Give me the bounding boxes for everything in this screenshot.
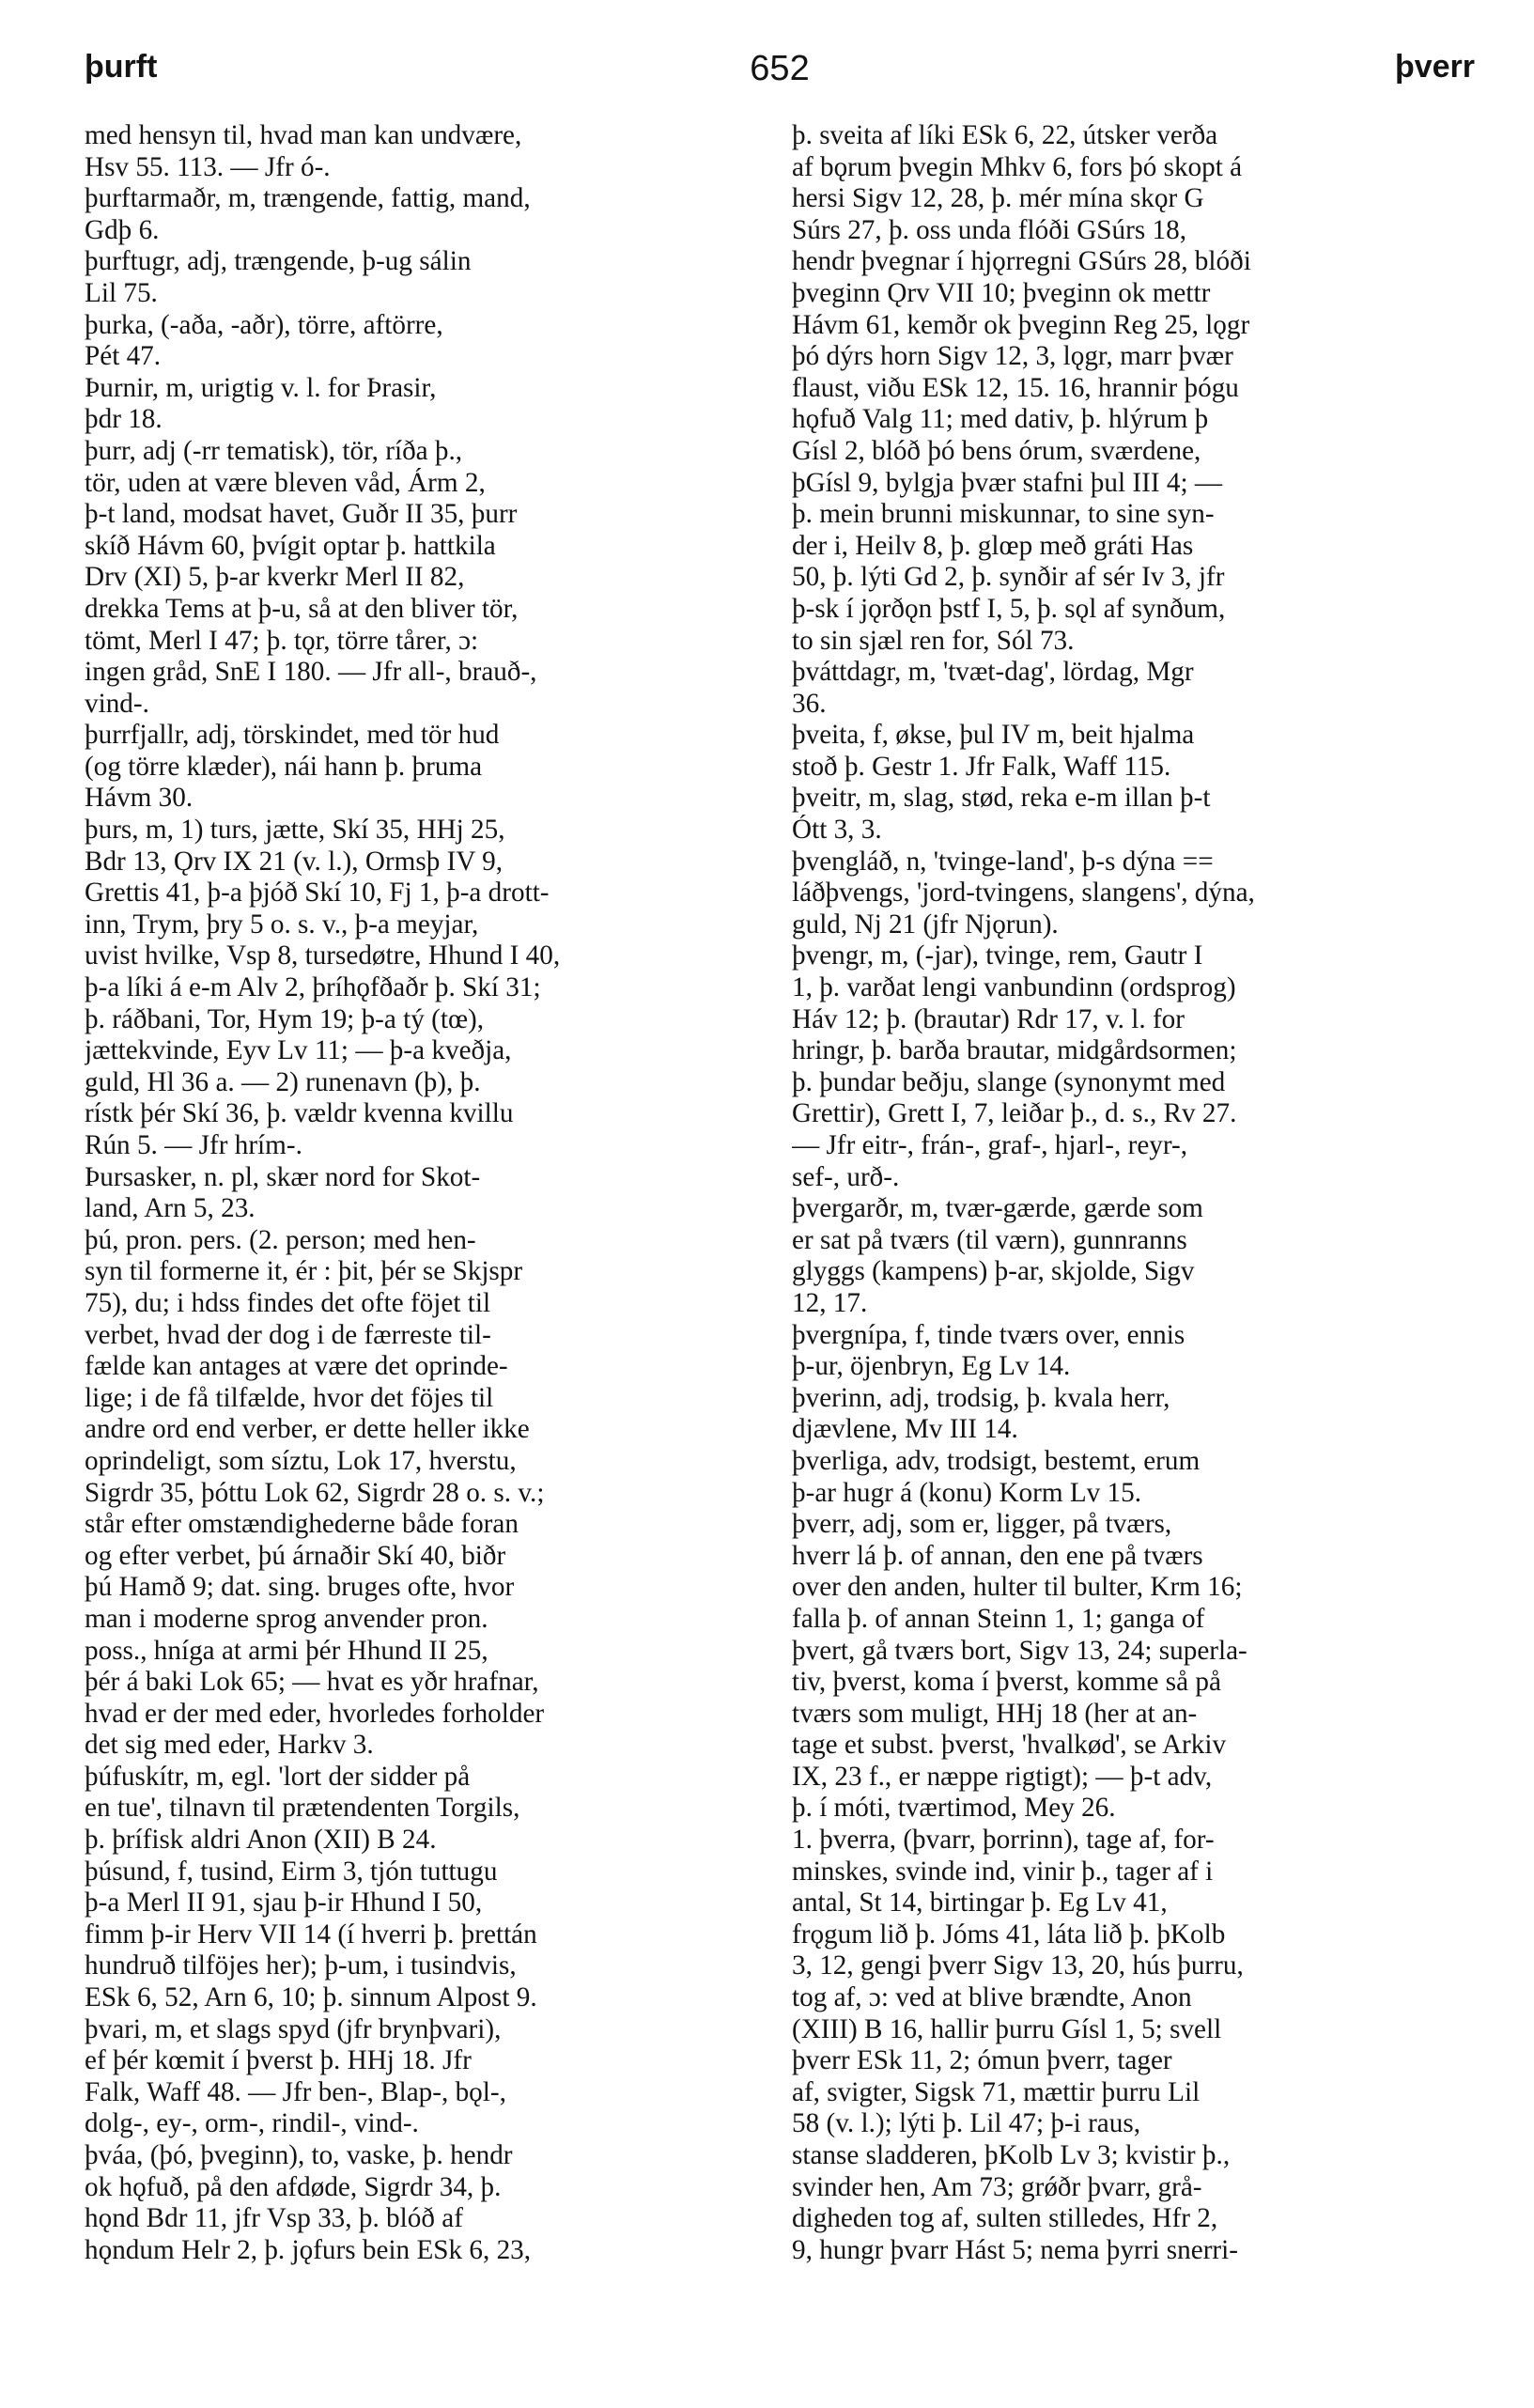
dictionary-line: sef-, urð-. [792, 1161, 900, 1192]
dictionary-line: þveitr, m, slag, stød, reka e-m illan þ-t [792, 783, 1211, 814]
dictionary-line: Þurnir, m, urigtig v. l. for Þrasir, [85, 372, 437, 403]
dictionary-line: rístk þér Skí 36, þ. vældr kvenna kvillu [85, 1098, 514, 1129]
dictionary-line: fælde kan antages at være det oprinde- [85, 1351, 508, 1382]
dictionary-line: digheden tog af, sulten stilledes, Hfr 2, [792, 2203, 1218, 2234]
dictionary-line: — Jfr eitr-, frán-, graf-, hjarl-, reyr-, [792, 1130, 1188, 1160]
dictionary-line: med hensyn til, hvad man kan undvære, [85, 120, 522, 150]
dictionary-line: hǫnd Bdr 11, jfr Vsp 33, þ. blóð af [85, 2203, 463, 2234]
dictionary-line: hringr, þ. barða brautar, midgårdsormen; [792, 1035, 1237, 1066]
dictionary-line: der i, Heilv 8, þ. glœp með gráti Has [792, 530, 1194, 561]
dictionary-line: þvert, gå tværs bort, Sigv 13, 24; superla- [792, 1635, 1247, 1666]
dictionary-line: hǫndum Helr 2, þ. jǫfurs bein ESk 6, 23, [85, 2234, 532, 2265]
dictionary-line: jættekvinde, Eyv Lv 11; — þ-a kveðja, [85, 1035, 512, 1066]
dictionary-line: oprindeligt, som síztu, Lok 17, hverstu, [85, 1445, 517, 1476]
dictionary-line: lige; i de få tilfælde, hvor det föjes til [85, 1382, 494, 1413]
dictionary-line: tiv, þverst, koma í þverst, komme så på [792, 1667, 1221, 1698]
dictionary-line: og efter verbet, þú árnaðir Skí 40, biðr [85, 1540, 506, 1571]
dictionary-line: glyggs (kampens) þ-ar, skjolde, Sigv [792, 1256, 1195, 1287]
dictionary-line: 75), du; i hdss findes det ofte föjet til [85, 1287, 491, 1318]
dictionary-line: 58 (v. l.); lýti þ. Lil 47; þ-i raus, [792, 2108, 1141, 2139]
dictionary-line: andre ord end verber, er dette heller ikke [85, 1414, 530, 1445]
dictionary-line: Hávm 30. [85, 783, 194, 814]
dictionary-line: stoð þ. Gestr 1. Jfr Falk, Waff 115. [792, 751, 1171, 782]
dictionary-line: þ. sveita af líki ESk 6, 22, útsker verða [792, 120, 1218, 150]
dictionary-line: Pét 47. [85, 341, 162, 372]
dictionary-line: þvergnípa, f, tinde tværs over, ennis [792, 1319, 1185, 1350]
dictionary-line: Grettir), Grett I, 7, leiðar þ., d. s., Rv 27. [792, 1098, 1237, 1129]
dictionary-line: Sigrdr 35, þóttu Lok 62, Sigrdr 28 o. s. v.; [85, 1477, 545, 1508]
dictionary-line: þurrfjallr, adj, törskindet, med tör hud [85, 720, 500, 751]
dictionary-line: þurftugr, adj, trængende, þ-ug sálin [85, 246, 472, 277]
dictionary-line: þverliga, adv, trodsigt, bestemt, erum [792, 1445, 1201, 1476]
header-left-guideword: þurft [85, 49, 158, 85]
dictionary-line: 50, þ. lýti Gd 2, þ. synðir af sér Iv 3, jfr [792, 562, 1225, 593]
dictionary-line: 3, 12, gengi þverr Sigv 13, 20, hús þurru, [792, 1950, 1244, 1981]
dictionary-line: fimm þ-ir Herv VII 14 (í hverri þ. þrettán [85, 1919, 537, 1950]
dictionary-line: þó dýrs horn Sigv 12, 3, lǫgr, marr þvær [792, 341, 1233, 372]
dictionary-line: hendr þvegnar í hjǫrregni GSúrs 28, blóði [792, 246, 1251, 277]
dictionary-line: þveita, f, økse, þul IV m, beit hjalma [792, 720, 1195, 751]
dictionary-line: Drv (XI) 5, þ-ar kverkr Merl II 82, [85, 562, 465, 593]
dictionary-line: Háv 12; þ. (brautar) Rdr 17, v. l. for [792, 1003, 1185, 1034]
page-header [85, 49, 1475, 105]
dictionary-line: þ-a líki á e-m Alv 2, þríhǫfðaðr þ. Skí 31; [85, 972, 541, 1003]
dictionary-line: láðþvengs, 'jord-tvingens, slangens', dýna, [792, 878, 1255, 909]
dictionary-line: flaust, viðu ESk 12, 15. 16, hrannir þógu [792, 372, 1239, 403]
dictionary-line: hundruð tilföjes her); þ-um, i tusindvis, [85, 1950, 517, 1981]
dictionary-line: 12, 17. [792, 1287, 868, 1318]
dictionary-line: hersi Sigv 12, 28, þ. mér mína skǫr G [792, 183, 1204, 214]
dictionary-line: står efter omstændighederne både foran [85, 1509, 519, 1540]
dictionary-line: 36. [792, 688, 827, 719]
dictionary-line: en tue', tilnavn til prætendenten Torgils, [85, 1793, 520, 1824]
dictionary-line: stanse sladderen, þKolb Lv 3; kvistir þ., [792, 2140, 1231, 2170]
dictionary-line: tör, uden at være bleven våd, Árm 2, [85, 467, 486, 498]
dictionary-line: þverr, adj, som er, ligger, på tværs, [792, 1509, 1172, 1540]
dictionary-line: þváa, (þó, þveginn), to, vaske, þ. hendr [85, 2140, 513, 2170]
dictionary-line: þ. í móti, tværtimod, Mey 26. [792, 1793, 1116, 1824]
dictionary-line: þverr ESk 11, 2; ómun þverr, tager [792, 2045, 1172, 2076]
dictionary-line: tog af, ɔ: ved at blive brændte, Anon [792, 1982, 1192, 2013]
dictionary-line: guld, Nj 21 (jfr Njǫrun). [792, 909, 1059, 940]
dictionary-line: Grettis 41, þ-a þjóð Skí 10, Fj 1, þ-a drott- [85, 878, 550, 909]
dictionary-line: þverinn, adj, trodsig, þ. kvala herr, [792, 1382, 1170, 1413]
dictionary-line: þ. þrífisk aldri Anon (XII) B 24. [85, 1825, 437, 1856]
dictionary-line: þú Hamð 9; dat. sing. bruges ofte, hvor [85, 1572, 515, 1603]
dictionary-line: þú, pron. pers. (2. person; med hen- [85, 1224, 476, 1255]
dictionary-line: þurs, m, 1) turs, jætte, Skí 35, HHj 25, [85, 815, 505, 846]
dictionary-line: þurftarmaðr, m, trængende, fattig, mand, [85, 183, 531, 214]
dictionary-line: IX, 23 f., er næppe rigtigt); — þ-t adv, [792, 1761, 1213, 1792]
dictionary-line: falla þ. of annan Steinn 1, 1; ganga of [792, 1603, 1205, 1634]
dictionary-line: þúsund, f, tusind, Eirm 3, tjón tuttugu [85, 1856, 498, 1887]
dictionary-line: þvengr, m, (-jar), tvinge, rem, Gautr I [792, 940, 1203, 971]
dictionary-line: Ótt 3, 3. [792, 815, 882, 846]
dictionary-line: drekka Tems at þ-u, så at den bliver tör, [85, 593, 519, 624]
dictionary-line: er sat på tværs (til værn), gunnranns [792, 1224, 1187, 1255]
dictionary-line: skíð Hávm 60, þvígit optar þ. hattkila [85, 530, 496, 561]
dictionary-line: þdr 18. [85, 404, 163, 435]
dictionary-line: Bdr 13, Ǫrv IX 21 (v. l.), Ormsþ IV 9, [85, 846, 504, 877]
dictionary-line: syn til formerne it, ér : þit, þér se Skjspr [85, 1256, 523, 1287]
dictionary-line: þér á baki Lok 65; — hvat es yðr hrafnar, [85, 1667, 539, 1698]
dictionary-line: þvari, m, et slags spyd (jfr brynþvari), [85, 2013, 502, 2044]
dictionary-line: Gísl 2, blóð þó bens órum, sværdene, [792, 435, 1201, 466]
dictionary-line: det sig med eder, Harkv 3. [85, 1730, 374, 1761]
dictionary-line: þváttdagr, m, 'tvæt-dag', lördag, Mgr [792, 657, 1194, 688]
dictionary-line: þúfuskítr, m, egl. 'lort der sidder på [85, 1761, 471, 1792]
dictionary-line: Hsv 55. 113. — Jfr ó-. [85, 151, 331, 182]
dictionary-line: ingen gråd, SnE I 180. — Jfr all-, brauð-, [85, 657, 537, 688]
dictionary-line: þvengláð, n, 'tvinge-land', þ-s dýna == [792, 846, 1214, 877]
dictionary-line: dolg-, ey-, orm-, rindil-, vind-. [85, 2108, 419, 2139]
dictionary-line: þ-t land, modsat havet, Guðr II 35, þurr [85, 499, 518, 530]
dictionary-line: tage et subst. þverst, 'hvalkød', se Arkiv [792, 1730, 1227, 1761]
dictionary-line: hverr lá þ. of annan, den ene på tværs [792, 1540, 1203, 1571]
dictionary-line: þGísl 9, bylgja þvær stafni þul III 4; — [792, 467, 1223, 498]
page-number: 652 [750, 49, 810, 88]
dictionary-line: Gdþ 6. [85, 214, 160, 245]
dictionary-line: ok hǫfuð, på den afdøde, Sigrdr 34, þ. [85, 2171, 502, 2202]
dictionary-line: þ. mein brunni miskunnar, to sine syn- [792, 499, 1215, 530]
dictionary-line: land, Arn 5, 23. [85, 1193, 256, 1224]
dictionary-line: Falk, Waff 48. — Jfr ben-, Blap-, bǫl-, [85, 2076, 506, 2107]
dictionary-line: ESk 6, 52, Arn 6, 10; þ. sinnum Alpost 9. [85, 1982, 537, 2013]
dictionary-line: (XIII) B 16, hallir þurru Gísl 1, 5; svell [792, 2013, 1222, 2044]
dictionary-line: djævlene, Mv III 14. [792, 1414, 1018, 1445]
dictionary-line: guld, Hl 36 a. — 2) runenavn (þ), þ. [85, 1066, 481, 1097]
dictionary-line: 9, hungr þvarr Hást 5; nema þyrri snerri- [792, 2234, 1238, 2265]
dictionary-line: frǫgum lið þ. Jóms 41, láta lið þ. þKolb [792, 1919, 1226, 1950]
dictionary-line: þ-a Merl II 91, sjau þ-ir Hhund I 50, [85, 1888, 483, 1919]
dictionary-line: þ-ar hugr á (konu) Korm Lv 15. [792, 1477, 1142, 1508]
dictionary-line: hǫfuð Valg 11; med dativ, þ. hlýrum þ [792, 404, 1209, 435]
dictionary-line: antal, St 14, birtingar þ. Eg Lv 41, [792, 1888, 1168, 1919]
dictionary-line: tömt, Merl I 47; þ. tǫr, törre tårer, ɔ: [85, 625, 479, 656]
dictionary-line: Súrs 27, þ. oss unda flóði GSúrs 18, [792, 214, 1186, 245]
dictionary-line: inn, Trym, þry 5 o. s. v., þ-a meyjar, [85, 909, 479, 940]
dictionary-line: þ-ur, öjenbryn, Eg Lv 14. [792, 1351, 1071, 1382]
right-column [792, 120, 1482, 2266]
dictionary-line: 1. þverra, (þvarr, þorrinn), tage af, for- [792, 1825, 1215, 1856]
dictionary-line: þurr, adj (-rr tematisk), tör, ríða þ., [85, 435, 463, 466]
dictionary-line: poss., hníga at armi þér Hhund II 25, [85, 1635, 488, 1666]
dictionary-line: verbet, hvad der dog i de færreste til- [85, 1319, 491, 1350]
dictionary-line: (og törre klæder), nái hann þ. þruma [85, 751, 483, 782]
dictionary-line: 1, þ. varðat lengi vanbundinn (ordsprog) [792, 972, 1236, 1003]
dictionary-line: Hávm 61, kemðr ok þveginn Reg 25, lǫgr [792, 309, 1250, 340]
dictionary-line: to sin sjæl ren for, Sól 73. [792, 625, 1075, 656]
dictionary-line: uvist hvilke, Vsp 8, tursedøtre, Hhund I 40, [85, 940, 561, 971]
dictionary-line: tværs som muligt, HHj 18 (her at an- [792, 1698, 1198, 1729]
dictionary-line: hvad er der med eder, hvorledes forholder [85, 1698, 545, 1729]
dictionary-line: þ-sk í jǫrðǫn þstf I, 5, þ. sǫl af synðum, [792, 593, 1226, 624]
dictionary-line: þ. þundar beðju, slange (synonymt med [792, 1066, 1226, 1097]
header-right-guideword: þverr [1394, 49, 1475, 85]
dictionary-line: svinder hen, Am 73; grǿðr þvarr, grå- [792, 2171, 1202, 2202]
dictionary-line: man i moderne sprog anvender pron. [85, 1603, 488, 1634]
dictionary-line: ef þér kœmit í þverst þ. HHj 18. Jfr [85, 2045, 472, 2076]
dictionary-line: af, svigter, Sigsk 71, mættir þurru Lil [792, 2076, 1201, 2107]
dictionary-line: Lil 75. [85, 277, 158, 308]
dictionary-line: þurka, (-aða, -aðr), törre, aftörre, [85, 309, 443, 340]
dictionary-line: þ. ráðbani, Tor, Hym 19; þ-a tý (tœ), [85, 1003, 485, 1034]
dictionary-line: Þursasker, n. pl, skær nord for Skot- [85, 1161, 481, 1192]
dictionary-line: vind-. [85, 688, 149, 719]
left-column [85, 120, 775, 2266]
dictionary-line: minskes, svinde ind, vinir þ., tager af i [792, 1856, 1214, 1887]
dictionary-line: þveginn Ǫrv VII 10; þveginn ok mettr [792, 277, 1211, 308]
dictionary-line: þvergarðr, m, tvær-gærde, gærde som [792, 1193, 1203, 1224]
dictionary-line: af bǫrum þvegin Mhkv 6, fors þó skopt á [792, 151, 1243, 182]
dictionary-line: over den anden, hulter til bulter, Krm 16; [792, 1572, 1243, 1603]
dictionary-line: Rún 5. — Jfr hrím-. [85, 1130, 302, 1160]
